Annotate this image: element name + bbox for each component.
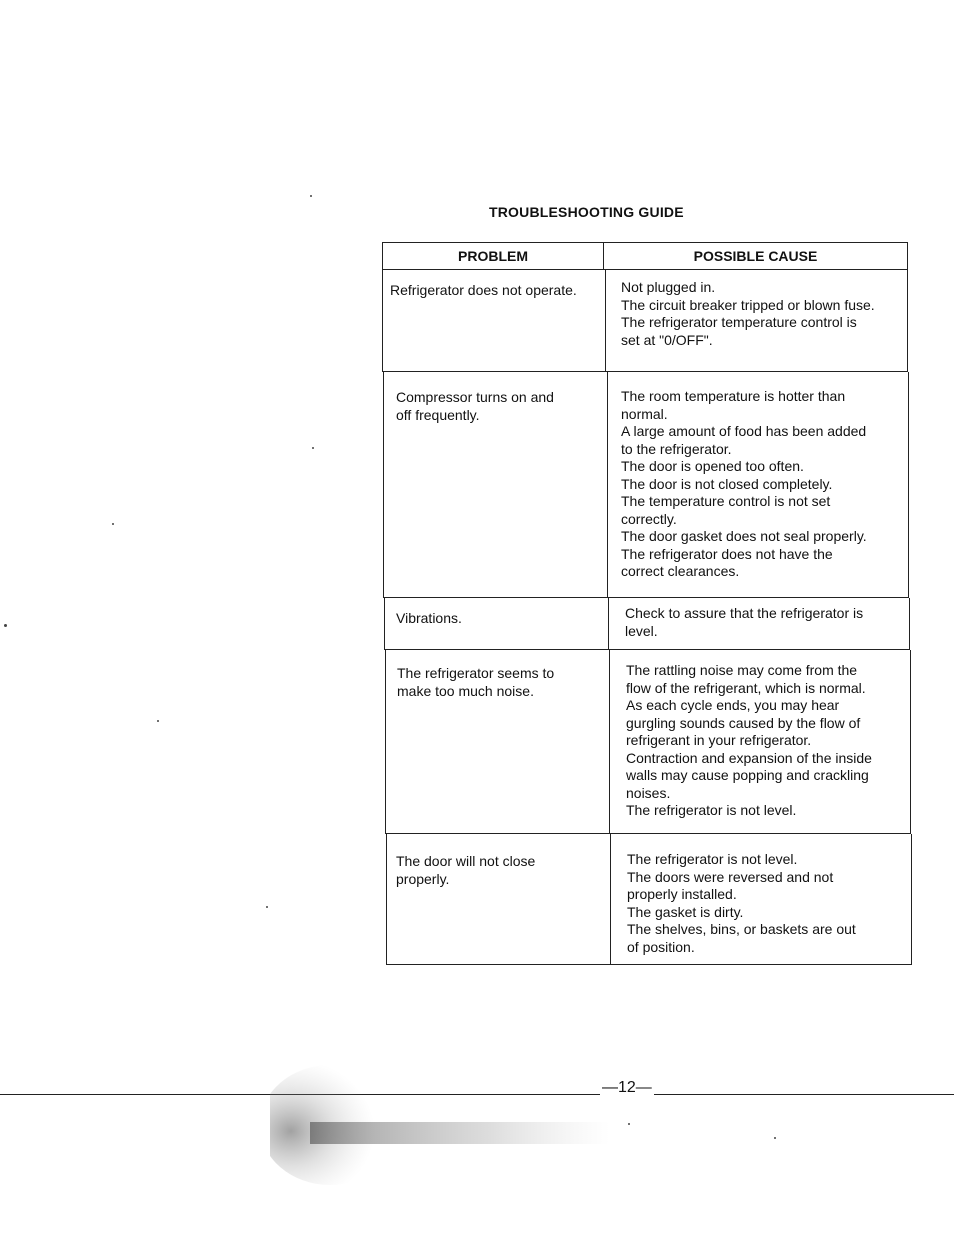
table-row bbox=[383, 372, 909, 598]
problem-cell: The refrigerator seems to make too much noise. bbox=[397, 665, 555, 699]
cause-cell: Check to assure that the refrigerator is level. bbox=[608, 598, 909, 649]
problem-cell: Vibrations. bbox=[396, 610, 462, 626]
problem-column-header: PROBLEM bbox=[383, 243, 604, 269]
scan-speck bbox=[112, 523, 114, 525]
scan-speck bbox=[157, 720, 159, 722]
cause-cell: The room temperature is hotter than normal. A large amount of food has been added to the refrigerator. The door is opened too often. The door is not closed completely. The temperature control is not set correctly. The door gasket does not seal properly. The refrigerator does not have the correct clearances. bbox=[607, 372, 908, 597]
cause-column-header: POSSIBLE CAUSE bbox=[693, 248, 818, 264]
cause-cell: The refrigerator is not level. The doors were reversed and not properly installed. The gasket is dirty. The shelves, bins, or baskets are out of position. bbox=[610, 834, 911, 964]
problem-cell: Compressor turns on and off frequently. bbox=[396, 389, 554, 423]
table-header bbox=[382, 242, 908, 270]
table-row bbox=[384, 598, 910, 650]
scan-speck bbox=[4, 624, 7, 627]
table-row bbox=[382, 270, 908, 372]
scan-speck bbox=[310, 195, 312, 197]
table-row bbox=[385, 650, 911, 834]
problem-cell: Refrigerator does not operate. bbox=[390, 282, 577, 298]
scan-speck bbox=[774, 1137, 776, 1139]
scan-artifact bbox=[270, 1040, 610, 1200]
cause-cell: Not plugged in. The circuit breaker tripped or blown fuse. The refrigerator temperature control is set at "0/OFF". bbox=[605, 270, 907, 371]
page-number: —12— bbox=[602, 1079, 652, 1096]
scan-speck bbox=[312, 447, 314, 449]
scan-speck bbox=[266, 906, 268, 908]
table-row bbox=[386, 834, 912, 965]
scan-speck bbox=[628, 1123, 630, 1125]
footer-rule bbox=[0, 1094, 954, 1095]
problem-cell: The door will not close properly. bbox=[396, 853, 536, 887]
cause-cell: The rattling noise may come from the flow of the refrigerant, which is normal. As each cycle ends, you may hear gurgling sounds caused by the flow of refrigerant in your refrigerator. Contraction and expansion of the inside walls may cause popping and crackling noises. The refrigerator is not level. bbox=[609, 650, 910, 833]
page-title: TROUBLESHOOTING GUIDE bbox=[489, 204, 684, 220]
